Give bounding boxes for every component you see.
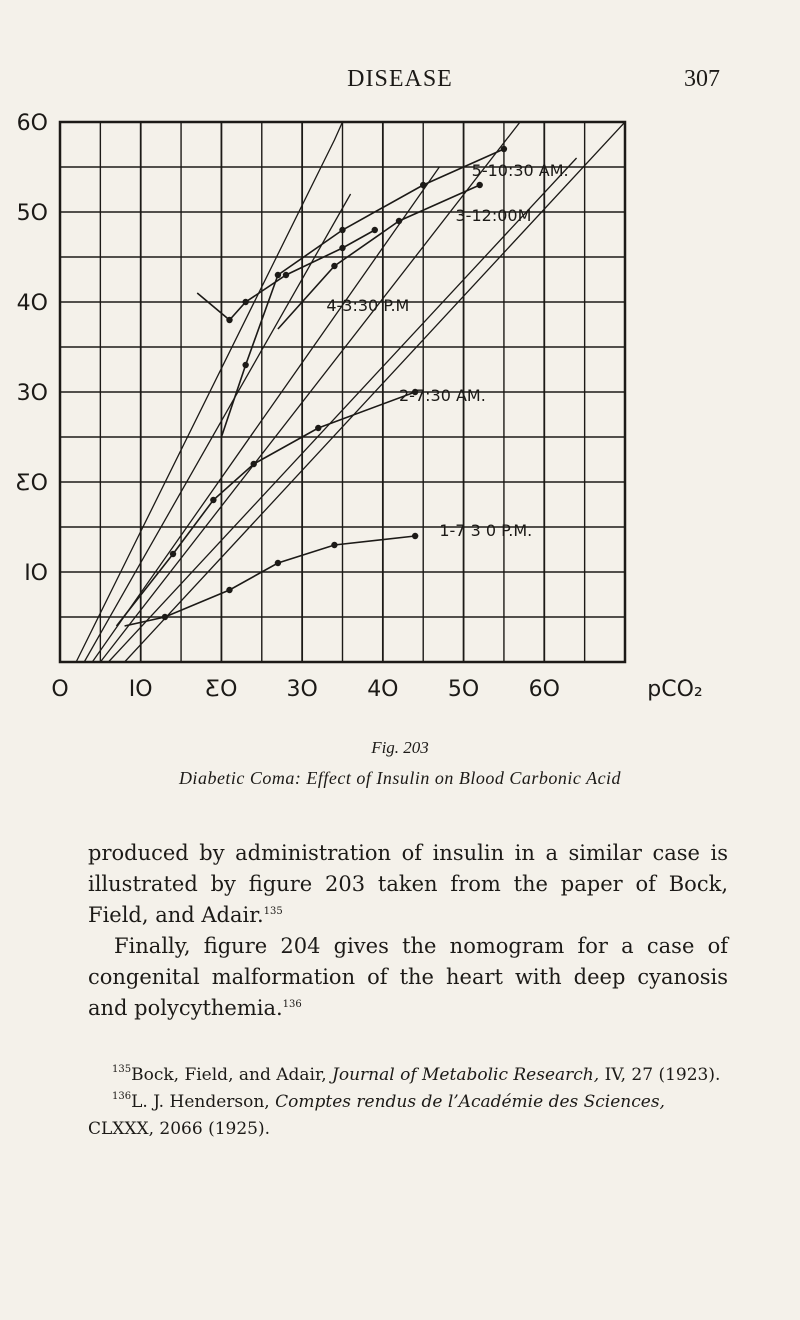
data-point	[226, 317, 232, 323]
series-annotation: 4-3:30 P.M	[326, 296, 410, 315]
footnote-authors: Bock, Field, and Adair,	[131, 1065, 333, 1085]
footnote-journal: Journal of Metabolic Research,	[332, 1065, 600, 1085]
footnote-citation: CLXXX, 2066 (1925).	[88, 1119, 271, 1139]
y-tick-label: 6O	[16, 111, 48, 136]
data-point	[242, 362, 248, 368]
footnote-journal: Comptes rendus de l’Académie des Sciences,	[275, 1092, 665, 1112]
data-point	[242, 299, 248, 305]
paragraph-text: Finally, figure 204 gives the nomogram for a case of congenital malformation of the heart with deep cyanosis and polycythemia.	[88, 934, 728, 1020]
y-tick-label: 3O	[16, 381, 48, 406]
data-point	[477, 182, 483, 188]
series-line	[125, 536, 416, 626]
data-point	[162, 614, 168, 620]
x-tick-label: IO	[128, 677, 153, 702]
isopleth-line	[84, 194, 350, 662]
data-point	[501, 146, 507, 152]
data-point	[226, 587, 232, 593]
data-point	[210, 497, 216, 503]
x-axis-label: pCO₂	[647, 677, 703, 702]
x-tick-label: 6O	[528, 677, 560, 702]
y-tick-label: ƸO	[16, 471, 48, 496]
series-annotation: 5-10:30 AM.	[471, 161, 569, 180]
data-point	[412, 533, 418, 539]
data-point	[283, 272, 289, 278]
page-number: 307	[684, 66, 720, 92]
data-point	[331, 263, 337, 269]
footnote-number: 135	[112, 1064, 132, 1075]
data-point	[339, 245, 345, 251]
footnote-authors: L. J. Henderson,	[131, 1092, 276, 1112]
figure-label: Fig. 203	[371, 738, 429, 757]
paragraph	[88, 931, 728, 1024]
x-tick-label: 4O	[367, 677, 399, 702]
y-tick-label: 4O	[16, 291, 48, 316]
page-header	[0, 66, 800, 106]
data-point	[331, 542, 337, 548]
footnote	[88, 1062, 728, 1089]
data-point	[170, 551, 176, 557]
footnote-citation: IV, 27 (1923).	[599, 1065, 721, 1085]
footnotes	[88, 1062, 728, 1143]
data-point	[315, 425, 321, 431]
nomogram-chart	[0, 110, 800, 710]
data-point	[372, 227, 378, 233]
footnote-number: 136	[112, 1091, 132, 1102]
data-point	[339, 227, 345, 233]
footnote	[88, 1089, 728, 1143]
series-annotation: 2-7:30 AM.	[399, 386, 486, 405]
nomogram-figure	[0, 110, 800, 710]
data-point	[396, 218, 402, 224]
series-annotation: 3-12:00M	[455, 206, 532, 225]
data-point	[251, 461, 257, 467]
paragraph-text: produced by administration of insulin in a similar case is illustrated by figure 203 taken from the paper of Bock, Field, and Adair.	[88, 841, 728, 927]
x-tick-label: ƸO	[205, 677, 238, 702]
series-annotation: 1-7 3 0 P.M.	[439, 521, 533, 540]
data-point	[275, 272, 281, 278]
footnote-ref: 136	[282, 999, 302, 1010]
body-text	[88, 838, 728, 1024]
data-point	[420, 182, 426, 188]
isopleth-line	[92, 167, 439, 662]
x-tick-label: 5O	[447, 677, 480, 702]
footnote-ref: 135	[263, 906, 283, 917]
x-tick-label: 3O	[286, 677, 318, 702]
y-tick-label: 5O	[16, 201, 48, 226]
running-head: DISEASE	[347, 66, 453, 92]
x-tick-label: O	[51, 677, 69, 702]
paragraph	[88, 838, 728, 931]
data-point	[275, 560, 281, 566]
y-tick-label: IO	[24, 561, 48, 586]
figure-caption: Diabetic Coma: Effect of Insulin on Blood Carbonic Acid	[178, 768, 622, 788]
